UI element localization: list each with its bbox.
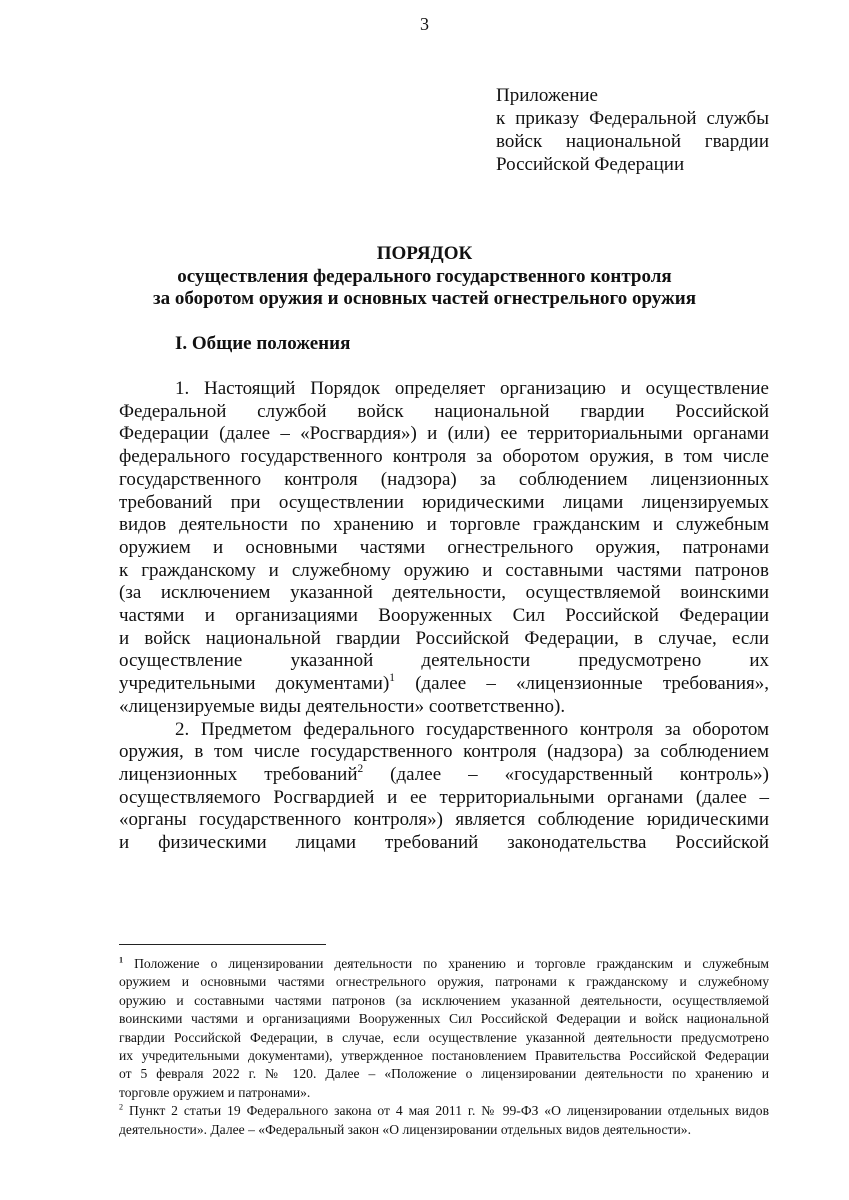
footnote	[119, 1102, 769, 1139]
footnote-ref: 1	[119, 955, 124, 965]
text-line: видов деятельности по хранению и торговле гражданским и служебным	[119, 514, 769, 536]
text-line: учредительными документами)$^1$ (далее – «лицензионные требования»,	[119, 672, 769, 695]
document-title	[0, 243, 849, 311]
text-line: оружием и основными частями огнестрельного оружия, патронами	[119, 536, 769, 558]
text-line: (за исключением указанной деятельности, осуществляемой воинскими	[119, 582, 769, 604]
text-line: «лицензируемые виды деятельности» соответственно).	[119, 695, 566, 717]
text-line: лицензионных требований$^2$ (далее – «государственный контроль»)	[119, 762, 769, 785]
text-line: Федеральной службой войск национальной гвардии Российской	[119, 400, 769, 422]
title-line: за оборотом оружия и основных частей огнестрельного оружия	[152, 288, 697, 309]
text-line: оружием и основными частями огнестрельного оружия, патронами к гражданскому и служебному	[119, 974, 769, 990]
text-line: торговле оружием и патронами».	[119, 1084, 311, 1100]
text-line: частями и организациями Вооруженных Сил Российской Федерации	[119, 605, 769, 627]
appendix-line: Приложение	[496, 85, 598, 106]
text-line: к гражданскому и служебному оружию и составными частями патронов	[119, 559, 769, 581]
text-line: их учредительными документами), утвержденное постановлением Правительства Российской Федерации	[119, 1048, 769, 1064]
text-line: осуществление указанной деятельности предусмотрено их	[119, 650, 769, 672]
appendix-line: к приказу Федеральной службы	[496, 108, 769, 129]
text-line: 1. Настоящий Порядок определяет организацию и осуществление	[175, 378, 769, 399]
text-line: и физическими лицами требований законодательства Российской	[119, 832, 769, 854]
text-line: деятельности». Далее – «Федеральный закон «О лицензировании отдельных видов деятельности».	[119, 1121, 691, 1137]
text-line: Федерации (далее – «Росгвардия») и (или) ее территориальными органами	[119, 423, 769, 445]
appendix-line: Российской Федерации	[496, 154, 685, 175]
paragraph	[119, 719, 769, 855]
text-line: государственного контроля (надзора) за соблюдением лицензионных	[119, 468, 769, 490]
text-line: воинскими частями и организациями Вооруженных Сил Российской Федерации и войск национальной	[119, 1011, 769, 1027]
footnote	[119, 955, 769, 1102]
appendix-block	[496, 84, 769, 176]
text-line: оружию и составными частями патронов (за исключением указанной деятельности, осуществляемой	[119, 992, 769, 1008]
text-line: федерального государственного контроля за оборотом оружия, в том числе	[119, 446, 769, 468]
appendix-line: войск национальной гвардии	[496, 131, 769, 152]
text-line: осуществляемого Росгвардией и ее территориальными органами (далее –	[119, 786, 769, 808]
text-line: требований при осуществлении юридическими лицами лицензируемых	[119, 491, 769, 513]
text-line: 2. Предметом федерального государственного контроля за оборотом	[175, 718, 769, 740]
text-line: и войск национальной гвардии Российской Федерации, в случае, если	[119, 627, 769, 649]
text-line: $^1$ Положение о лицензировании деятельности по хранению и торговле гражданским и служебным	[119, 955, 769, 971]
text-line: от 5 февраля 2022 г. № 120. Далее – «Положение о лицензировании деятельности по хранению и	[119, 1066, 769, 1082]
text-line: $^2$ Пункт 2 статьи 19 Федерального закона от 4 мая 2011 г. № 99-ФЗ «О лицензировании отдельных видов	[119, 1102, 769, 1119]
body-text	[119, 378, 769, 855]
section-heading: I. Общие положения	[175, 333, 351, 354]
footnote-ref: 2	[119, 1102, 124, 1112]
text-line: «органы государственного контроля») является соблюдение юридическими	[119, 809, 769, 831]
text-line: гвардии Российской Федерации, в случае, если осуществление указанной деятельности предусмотрено	[119, 1029, 769, 1045]
footnote-ref: 1	[389, 672, 395, 685]
paragraph	[119, 378, 769, 719]
text-line: оружия, в том числе государственного контроля (надзора) за соблюдением	[119, 741, 769, 763]
footnote-ref: 2	[357, 762, 364, 775]
title-heading: ПОРЯДОК	[376, 243, 473, 264]
footnote-separator	[119, 944, 326, 945]
page-number: 3	[420, 14, 429, 34]
footnotes	[119, 955, 769, 1139]
title-line: осуществления федерального государственного контроля	[177, 265, 672, 287]
